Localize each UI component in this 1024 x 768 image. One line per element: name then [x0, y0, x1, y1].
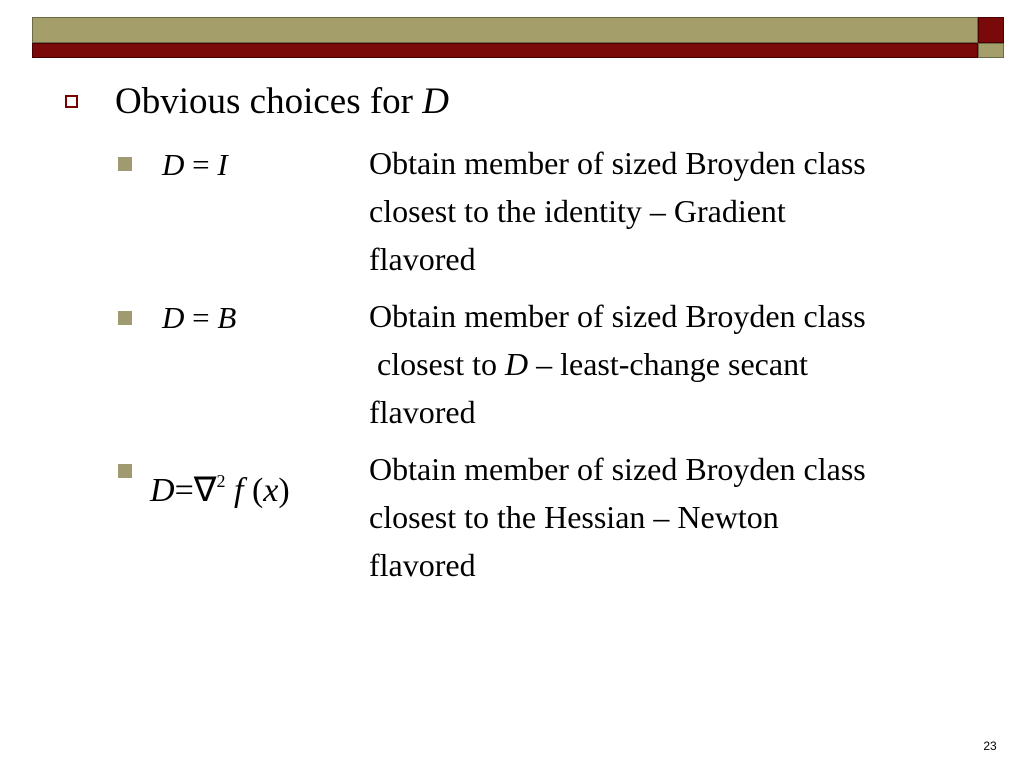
- hollow-square-bullet-icon: [65, 95, 78, 108]
- description-line: Obtain member of sized Broyden class: [369, 451, 866, 487]
- formula-lhs: D: [162, 147, 185, 182]
- description-line: flavored: [369, 547, 476, 583]
- item-1-description: [369, 139, 866, 283]
- formula-d-equals-hessian: [150, 457, 290, 515]
- header-band-olive: [32, 17, 978, 43]
- description-line: [369, 340, 866, 388]
- page-number: 23: [983, 739, 997, 753]
- header-band-red: [32, 43, 978, 58]
- formula-function: f: [234, 472, 244, 509]
- formula-rhs: B: [217, 300, 237, 335]
- item-3-description: [369, 445, 866, 589]
- description-line: Obtain member of sized Broyden class: [369, 145, 866, 181]
- formula-equals: =: [192, 147, 210, 182]
- heading-bullet-text: [115, 80, 449, 124]
- formula-d-equals-i: [162, 141, 228, 189]
- item-2-description: [369, 292, 866, 436]
- heading-text: Obvious choices for: [115, 81, 423, 122]
- header-corner-red-square: [978, 17, 1004, 43]
- description-line: Obtain member of sized Broyden class: [369, 298, 866, 334]
- description-variable: D: [504, 346, 529, 382]
- formula-paren-open: (: [251, 472, 264, 509]
- description-line: flavored: [369, 394, 476, 430]
- description-line: closest to the Hessian – Newton: [369, 499, 779, 535]
- formula-exponent: 2: [216, 471, 226, 491]
- description-line: flavored: [369, 241, 476, 277]
- formula-equals: =: [174, 472, 194, 509]
- nabla-symbol: ∇: [193, 472, 217, 509]
- square-bullet-icon: [118, 157, 132, 171]
- square-bullet-icon: [118, 464, 132, 478]
- header-corner-olive-square: [978, 43, 1004, 58]
- heading-variable: D: [422, 81, 449, 122]
- square-bullet-icon: [118, 311, 132, 325]
- formula-d-equals-b: [162, 294, 236, 342]
- formula-paren-close: ): [278, 472, 290, 509]
- description-fragment: – least-change secant: [528, 346, 808, 382]
- formula-argument: x: [263, 472, 279, 509]
- description-line: closest to the identity – Gradient: [369, 193, 786, 229]
- description-fragment: closest to: [369, 346, 505, 382]
- formula-equals: =: [192, 300, 210, 335]
- formula-rhs: I: [217, 147, 228, 182]
- formula-lhs: D: [162, 300, 185, 335]
- formula-lhs: D: [150, 472, 175, 509]
